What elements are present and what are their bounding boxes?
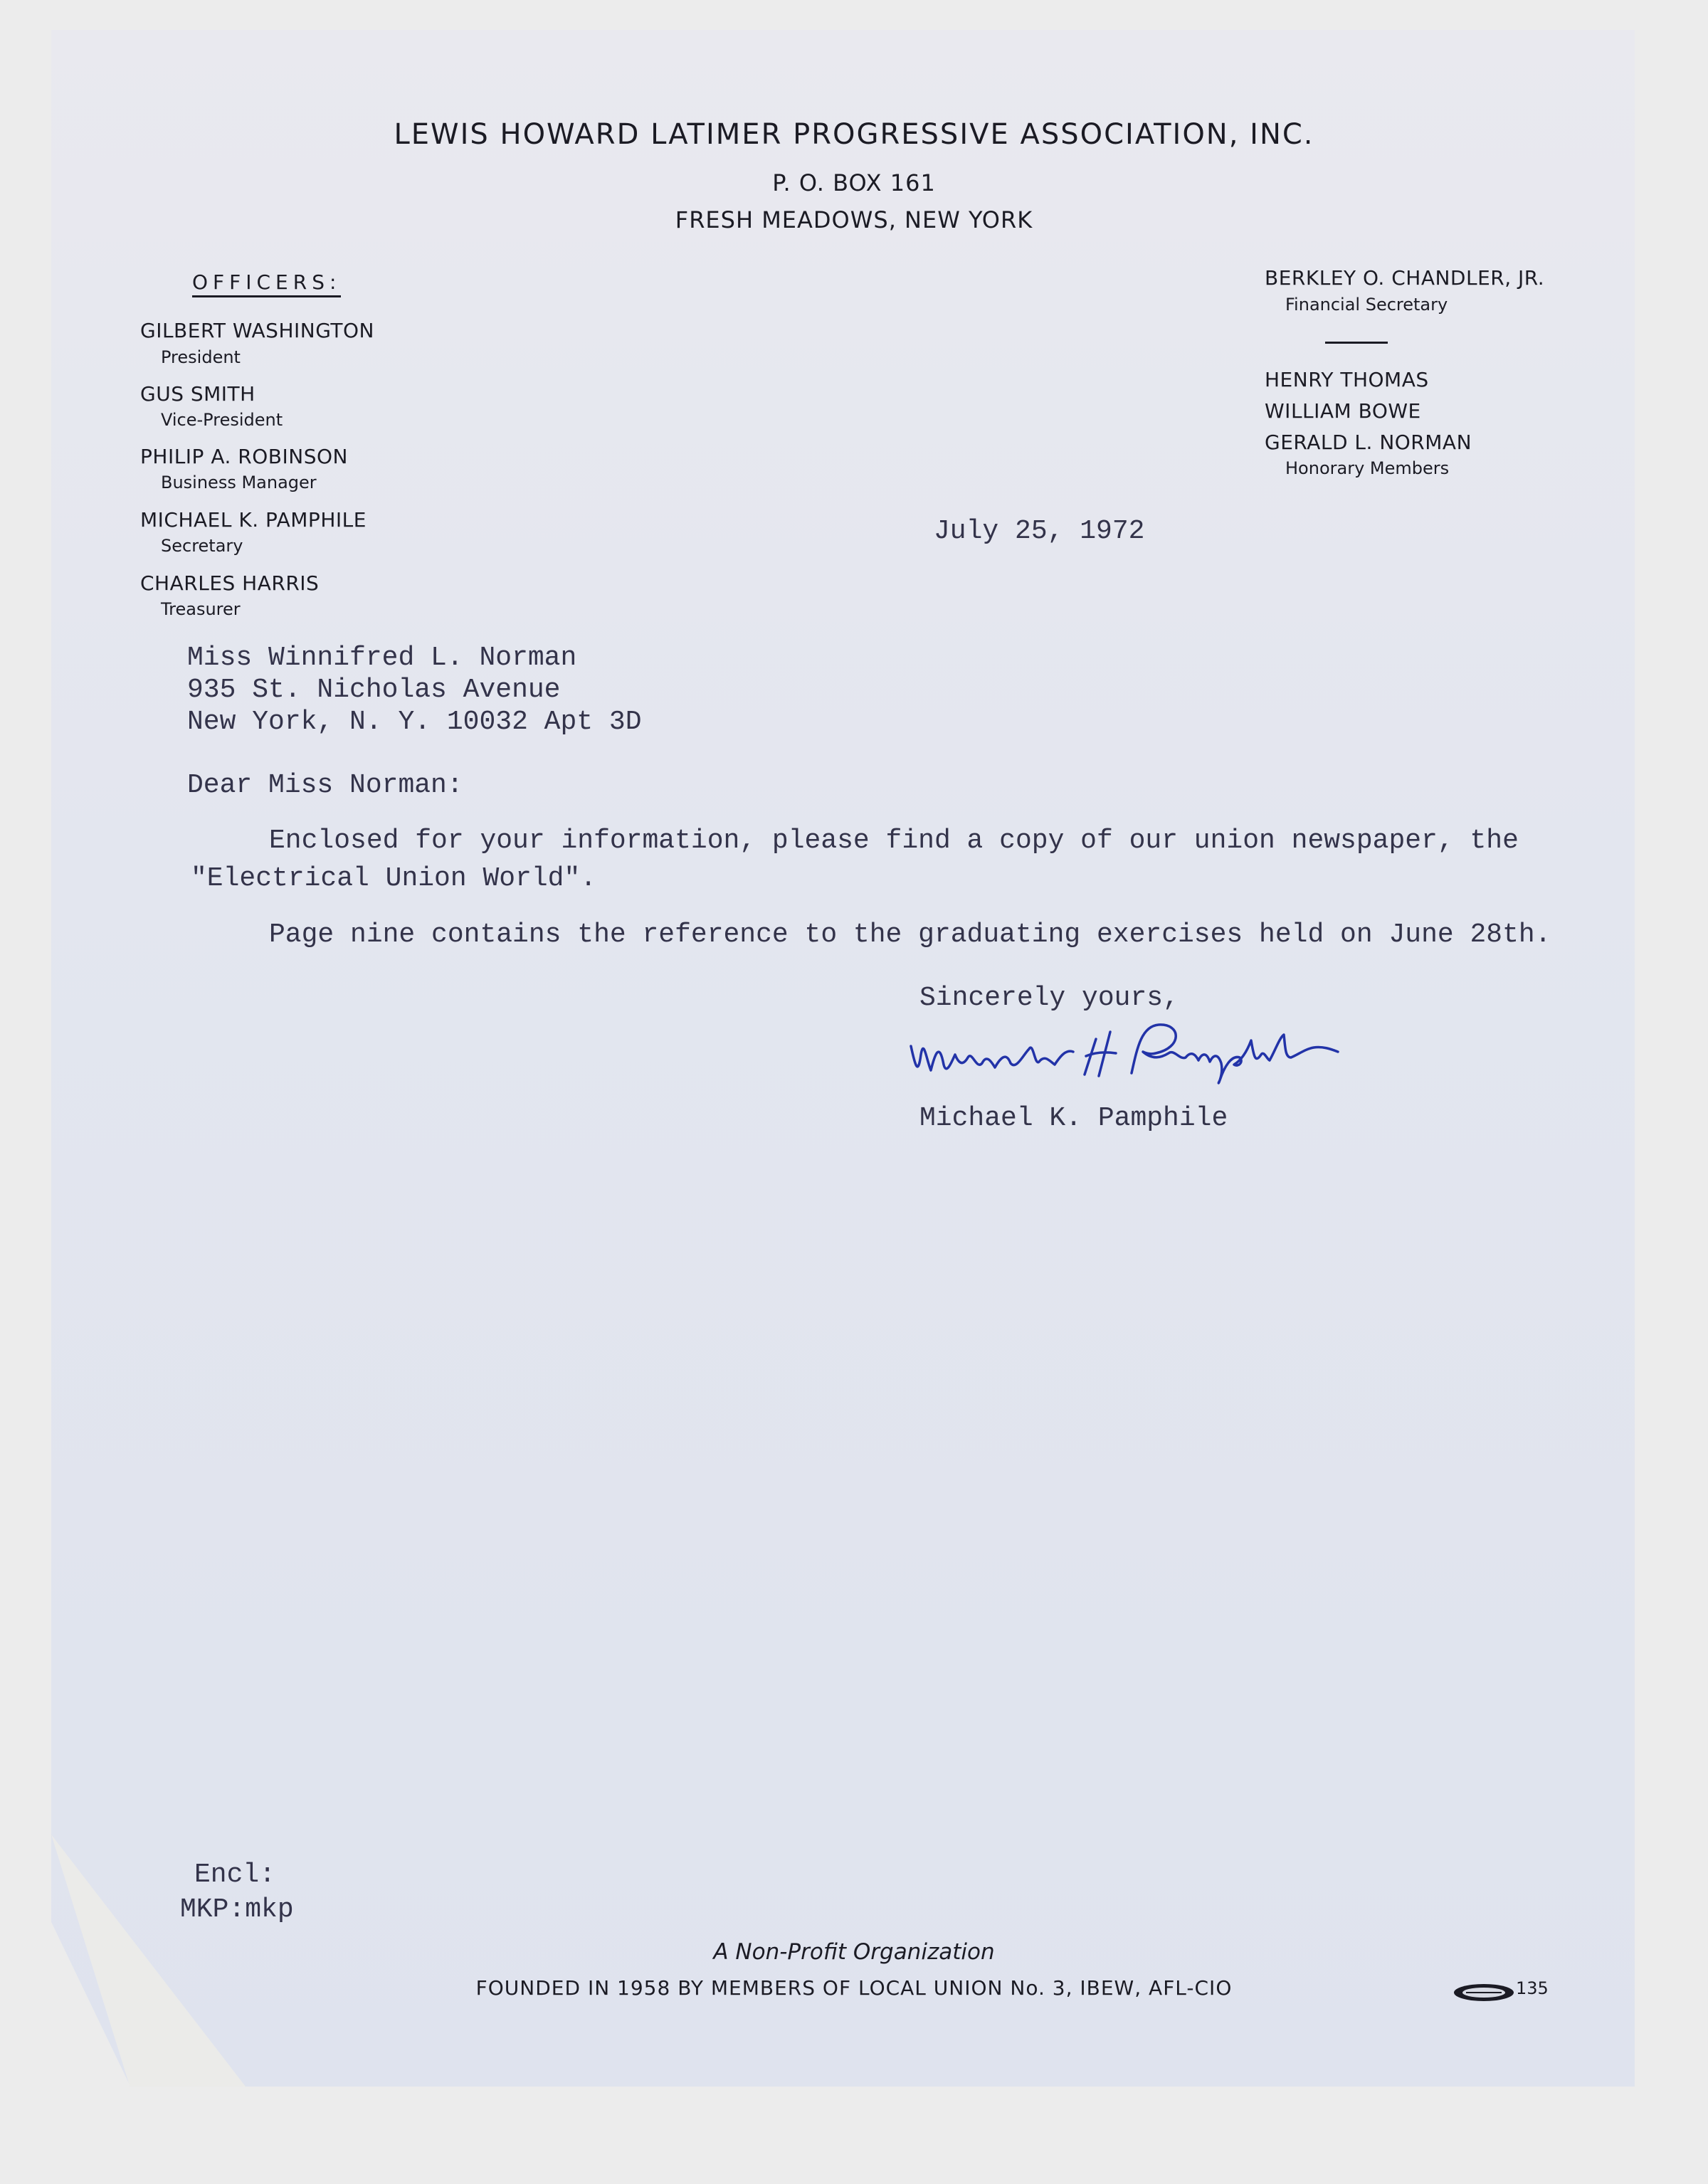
enclosure-note: Encl: (194, 1859, 276, 1890)
officer-name: CHARLES HARRIS (140, 571, 320, 595)
recipient-line: Miss Winnifred L. Norman (187, 643, 577, 673)
officer-title: Business Manager (161, 473, 317, 492)
body-paragraph-2: Page nine contains the reference to the graduating exercises held on June 28th. (269, 919, 1551, 950)
union-label-icon (1452, 1978, 1516, 2007)
recipient-line: New York, N. Y. 10032 Apt 3D (187, 707, 642, 737)
honorary-member: HENRY THOMAS (1265, 368, 1429, 391)
city: FRESH MEADOWS, NEW YORK (675, 206, 1033, 233)
officer-name: MICHAEL K. PAMPHILE (140, 508, 367, 532)
officer-title: Treasurer (161, 599, 241, 619)
union-label-number: 135 (1516, 1978, 1549, 1998)
honorary-members-title: Honorary Members (1285, 458, 1450, 478)
po-box: P. O. BOX 161 (772, 169, 936, 196)
honorary-member: WILLIAM BOWE (1265, 399, 1421, 423)
body-paragraph-1-line-2: "Electrical Union World". (191, 863, 597, 894)
officer-name: PHILIP A. ROBINSON (140, 445, 348, 468)
nonprofit-line: A Non-Profit Organization (713, 1939, 995, 1965)
honorary-member: GERALD L. NORMAN (1265, 431, 1472, 454)
founded-line: FOUNDED IN 1958 BY MEMBERS OF LOCAL UNION No. 3, IBEW, AFL-CIO (475, 1976, 1233, 2000)
divider (1325, 342, 1388, 344)
financial-secretary-title: Financial Secretary (1285, 295, 1448, 315)
signature (902, 1011, 1344, 1092)
signer-name: Michael K. Pamphile (919, 1103, 1228, 1134)
typist-initials: MKP:mkp (180, 1894, 294, 1925)
officers-heading: OFFICERS: (192, 270, 341, 297)
officer-title: President (161, 347, 241, 367)
body-paragraph-1-line-1: Enclosed for your information, please find a copy of our union newspaper, the (269, 825, 1519, 856)
officer-name: GILBERT WASHINGTON (140, 319, 375, 342)
officer-title: Vice-President (161, 410, 283, 430)
organization-name: LEWIS HOWARD LATIMER PROGRESSIVE ASSOCIATION, INC. (394, 118, 1314, 151)
closing: Sincerely yours, (919, 983, 1179, 1013)
financial-secretary-name: BERKLEY O. CHANDLER, JR. (1265, 266, 1545, 290)
officer-name: GUS SMITH (140, 382, 255, 406)
salutation: Dear Miss Norman: (187, 770, 463, 801)
letter-date: July 25, 1972 (934, 516, 1145, 547)
officer-title: Secretary (161, 536, 243, 556)
recipient-line: 935 St. Nicholas Avenue (187, 675, 561, 705)
